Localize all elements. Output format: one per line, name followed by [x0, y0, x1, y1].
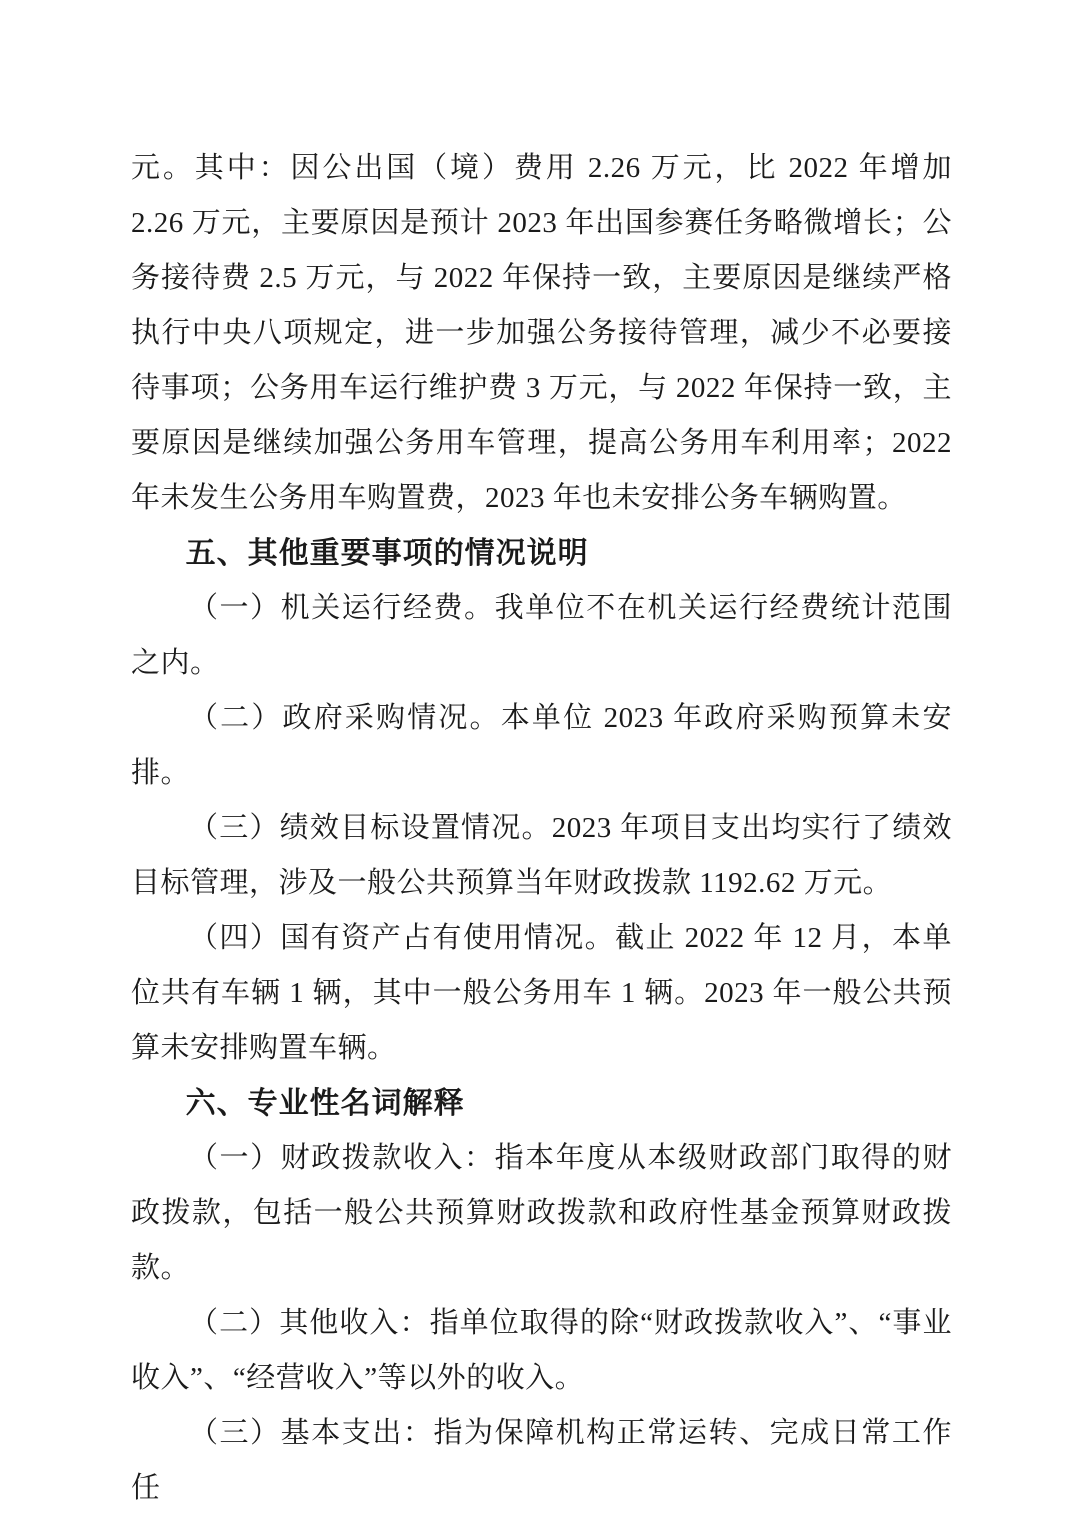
paragraph-budget-expense-continuation: 元。其中：因公出国（境）费用 2.26 万元，比 2022 年增加 2.26 万元，主要原因是预计 2023 年出国参赛任务略微增长；公务接待费 2.5 万元，与 2022 年保持一致，主要原因是继续严格执行中央八项规定，进一步加强公务接待管理，减少不必要接待事项；公务用车运行维护费 3 万元，与 2022 年保持一致，主要原因是继续加强公务用车管理，提高公务用车利用率；2022 年未发生公务用车购置费，2023 年也未安排公务车辆购置。	[131, 152, 952, 514]
paragraph-government-procurement: （二）政府采购情况。本单位 2023 年政府采购预算未安排。	[131, 702, 952, 789]
document-body	[131, 141, 952, 1516]
paragraph-state-owned-assets: （四）国有资产占有使用情况。截止 2022 年 12 月，本单位共有车辆 1 辆，其中一般公务用车 1 辆。2023 年一般公共预算未安排购置车辆。	[131, 922, 952, 1064]
paragraph-term-fiscal-appropriation-income: （一）财政拨款收入：指本年度从本级财政部门取得的财政拨款，包括一般公共预算财政拨款和政府性基金预算财政拨款。	[131, 1142, 952, 1284]
section-heading-terminology: 六、专业性名词解释	[185, 1087, 465, 1120]
section-heading-other-important-matters: 五、其他重要事项的情况说明	[185, 537, 589, 570]
paragraph-term-basic-expenditure: （三）基本支出：指为保障机构正常运转、完成日常工作任	[131, 1417, 952, 1504]
paragraph-performance-targets: （三）绩效目标设置情况。2023 年项目支出均实行了绩效目标管理，涉及一般公共预算当年财政拨款 1192.62 万元。	[131, 812, 952, 899]
paragraph-term-other-income: （二）其他收入：指单位取得的除“财政拨款收入”、“事业收入”、“经营收入”等以外的收入。	[131, 1307, 952, 1394]
paragraph-agency-operating-funds: （一）机关运行经费。我单位不在机关运行经费统计范围之内。	[131, 592, 952, 679]
